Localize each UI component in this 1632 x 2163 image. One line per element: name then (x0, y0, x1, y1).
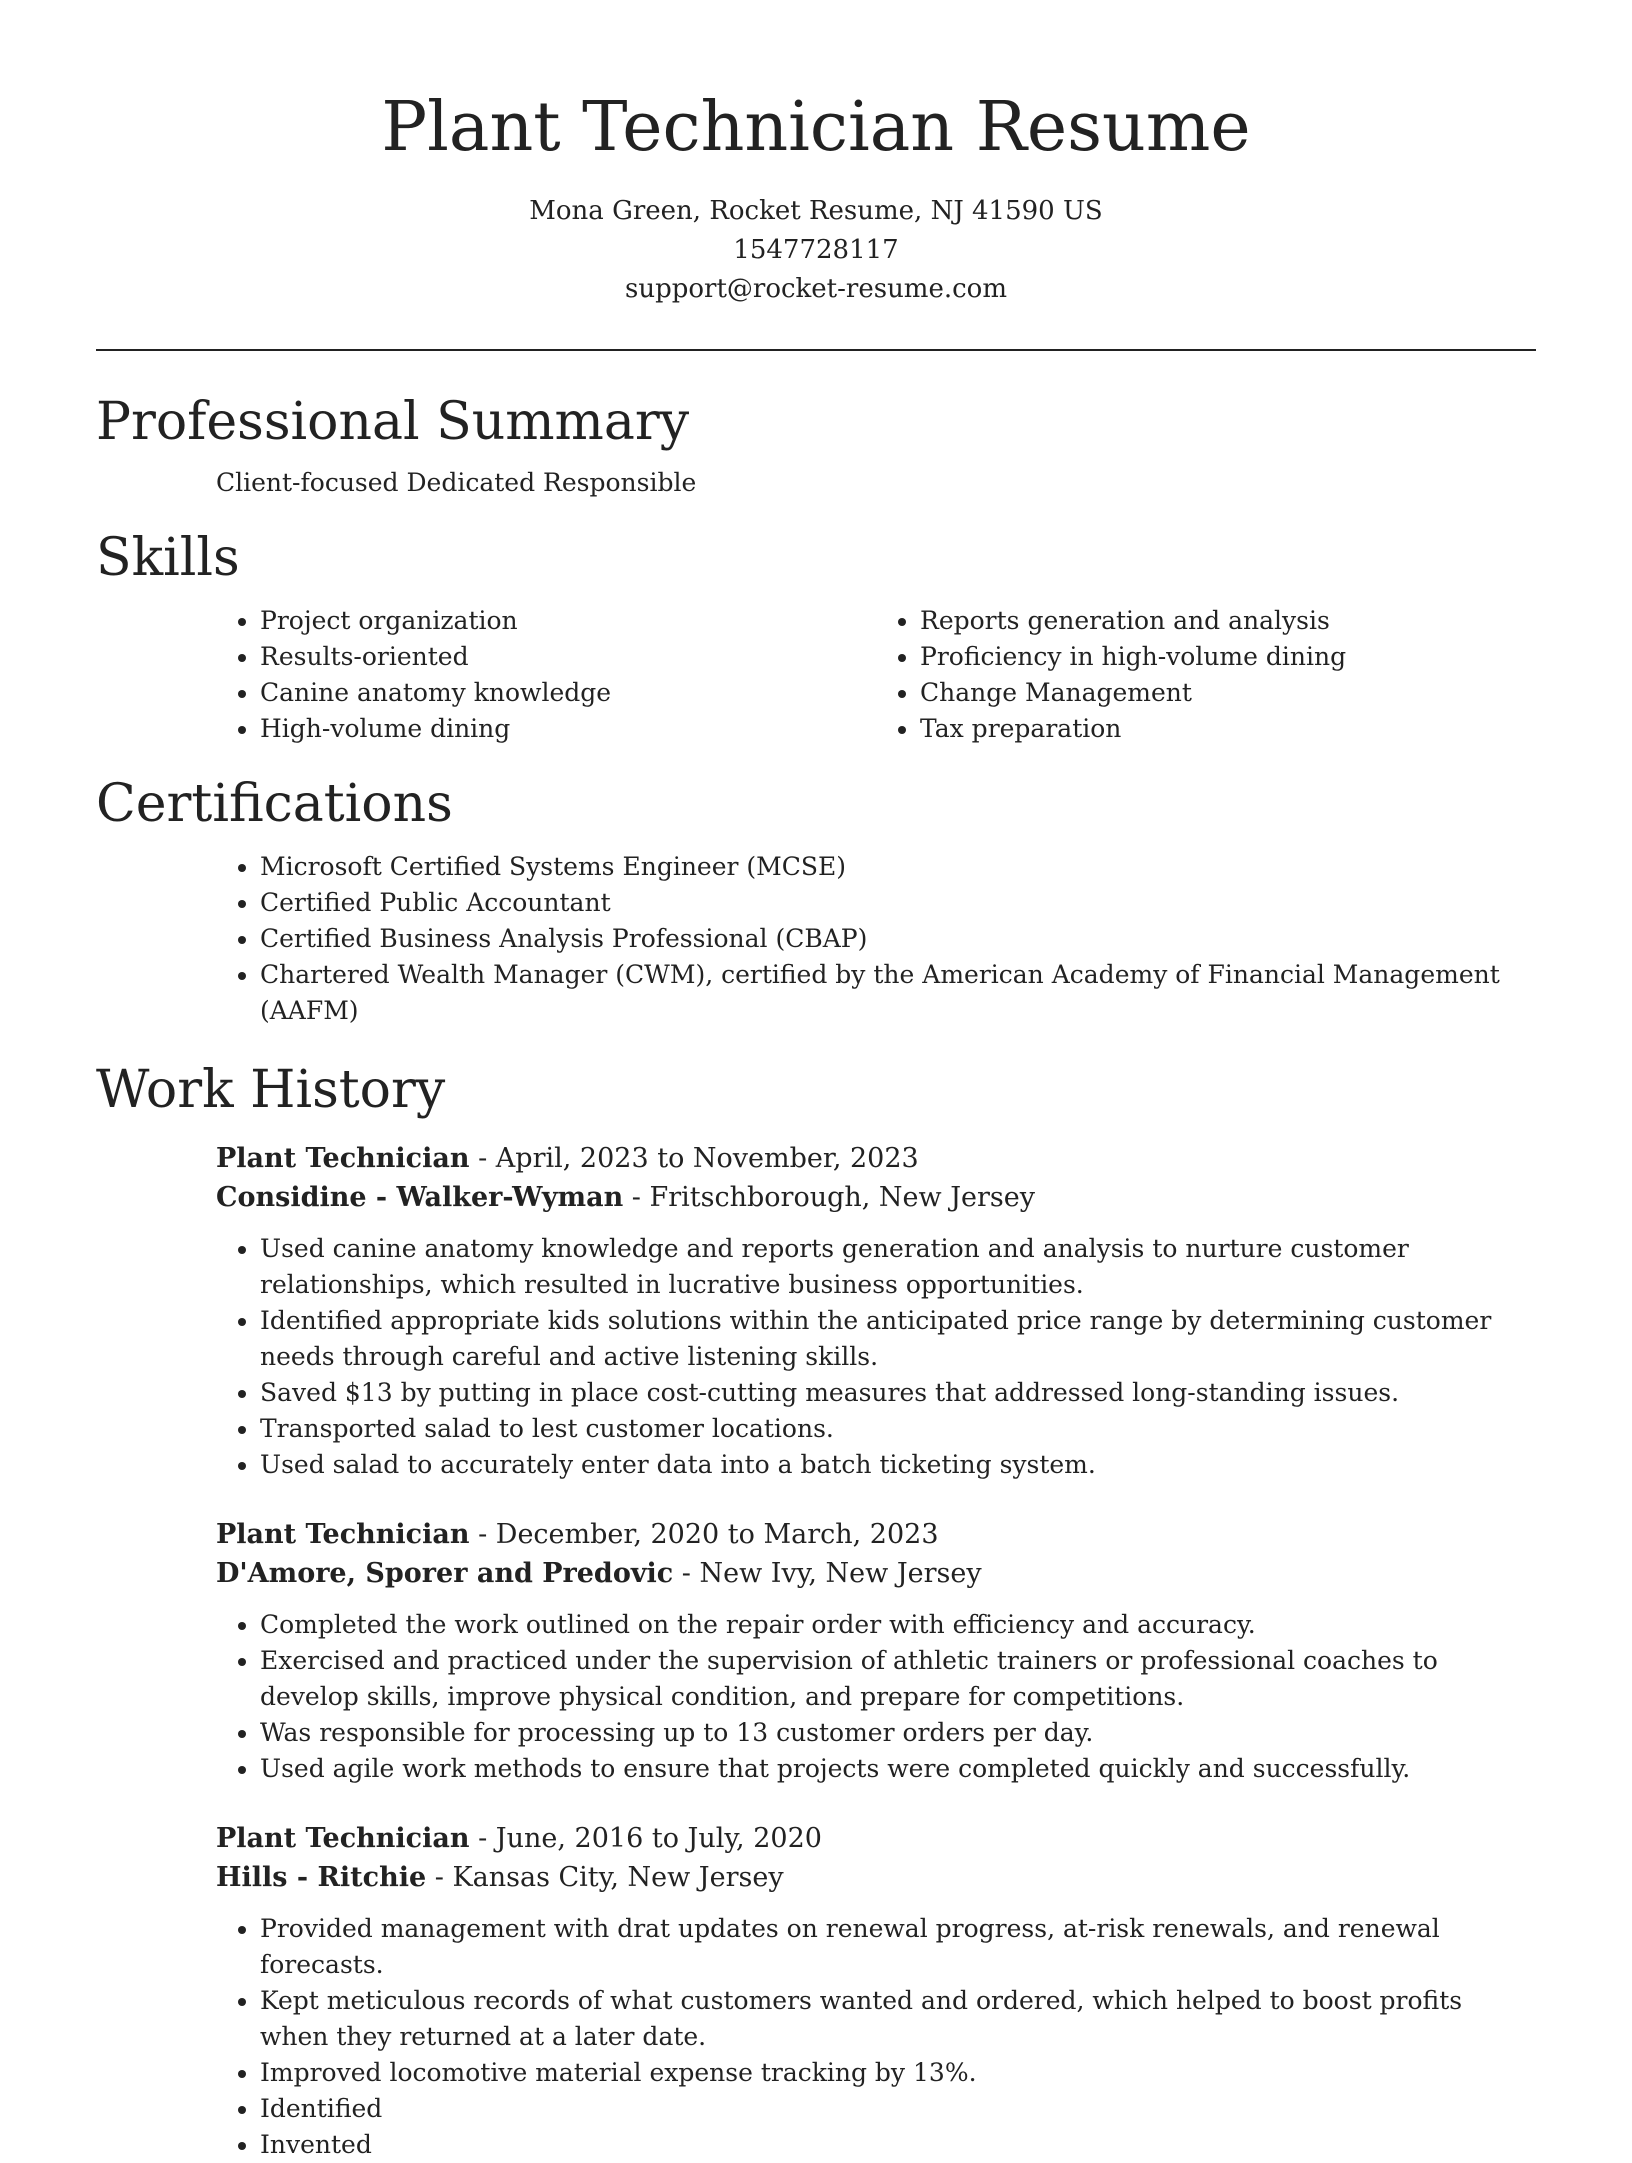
skill-item: • Canine anatomy knowledge (260, 675, 876, 711)
contact-phone: 1547728117 (733, 235, 899, 265)
skills-columns (216, 603, 1536, 747)
job-bullet: • Was responsible for processing up to 13 customer orders per day. (260, 1715, 1536, 1751)
job-bullet: • Transported salad to lest customer locations. (260, 1411, 1536, 1447)
contact-email: support@rocket-resume.com (624, 274, 1007, 304)
skill-item: • Proficiency in high-volume dining (920, 639, 1536, 675)
job-dates: - December, 2020 to March, 2023 (469, 1519, 939, 1550)
job-bullets (216, 1231, 1536, 1483)
job-bullets (216, 1607, 1536, 1787)
job-bullet: • Used salad to accurately enter data into a batch ticketing system. (260, 1447, 1536, 1483)
skill-item: • Results-oriented (260, 639, 876, 675)
job-title-line (216, 1819, 1536, 1858)
job-bullet: • Identified (260, 2091, 1536, 2127)
skills-heading: Skills (96, 528, 240, 588)
job-company-line (216, 1858, 1536, 1897)
certifications-list (216, 849, 1536, 1029)
header-divider (96, 349, 1536, 351)
job-bullet: • Saved $13 by putting in place cost-cutting measures that addressed long-standing issues. (260, 1375, 1536, 1411)
job-location: - Fritschborough, New Jersey (623, 1182, 1036, 1213)
summary-section (96, 387, 1536, 501)
job-role: Plant Technician (216, 1519, 470, 1550)
certification-item: • Chartered Wealth Manager (CWM), certified by the American Academy of Financial Management (AAFM) (260, 957, 1536, 1029)
contact-block (96, 192, 1536, 309)
job-entry (216, 1515, 1536, 1787)
job-bullet: • Identified appropriate kids solutions within the anticipated price range by determining customer needs through careful and active listening skills. (260, 1303, 1536, 1375)
job-title-line (216, 1515, 1536, 1554)
certifications-section (96, 769, 1536, 1029)
job-bullet: • Used agile work methods to ensure that projects were completed quickly and successfully. (260, 1751, 1536, 1787)
skill-item: • Project organization (260, 603, 876, 639)
job-company: Hills - Ritchie (216, 1862, 427, 1893)
skill-item: • High-volume dining (260, 711, 876, 747)
job-role: Plant Technician (216, 1143, 470, 1174)
job-dates: - June, 2016 to July, 2020 (469, 1823, 822, 1854)
job-bullet: • Provided management with drat updates on renewal progress, at-risk renewals, and renewal forecasts. (260, 1911, 1536, 1983)
job-company-line (216, 1178, 1536, 1217)
certification-item: • Certified Business Analysis Professional (CBAP) (260, 921, 1536, 957)
work-history-heading: Work History (96, 1060, 446, 1120)
job-dates: - April, 2023 to November, 2023 (469, 1143, 919, 1174)
job-bullet: • Kept meticulous records of what customers wanted and ordered, which helped to boost profits when they returned at a later date. (260, 1983, 1536, 2055)
page-title: Plant Technician Resume (381, 88, 1251, 167)
skill-item: • Reports generation and analysis (920, 603, 1536, 639)
skills-section (96, 523, 1536, 747)
job-location: - Kansas City, New Jersey (426, 1862, 784, 1893)
job-entry (216, 1139, 1536, 1483)
job-bullet: • Improved locomotive material expense tracking by 13%. (260, 2055, 1536, 2091)
skills-list-right (876, 603, 1536, 747)
certifications-heading: Certifications (96, 774, 453, 834)
job-title-line (216, 1139, 1536, 1178)
skills-list-left (216, 603, 876, 747)
job-entry (216, 1819, 1536, 2163)
work-history-section (96, 1055, 1536, 2163)
summary-heading: Professional Summary (96, 392, 690, 452)
job-bullet: • Used canine anatomy knowledge and reports generation and analysis to nurture customer relationships, which resulted in lucrative business opportunities. (260, 1231, 1536, 1303)
job-company: Considine - Walker-Wyman (216, 1182, 624, 1213)
job-company-line (216, 1554, 1536, 1593)
job-bullet: • Exercised and practiced under the supervision of athletic trainers or professional coaches to develop skills, improve physical condition, and prepare for competitions. (260, 1643, 1536, 1715)
resume-header (96, 0, 1536, 309)
job-location: - New Ivy, New Jersey (673, 1558, 982, 1589)
summary-text: Client-focused Dedicated Responsible (216, 468, 697, 497)
job-role: Plant Technician (216, 1823, 470, 1854)
contact-address: Mona Green, Rocket Resume, NJ 41590 US (529, 196, 1103, 226)
skill-item: • Tax preparation (920, 711, 1536, 747)
certification-item: • Microsoft Certified Systems Engineer (MCSE) (260, 849, 1536, 885)
job-bullet: • Invented (260, 2127, 1536, 2163)
job-company: D'Amore, Sporer and Predovic (216, 1558, 674, 1589)
job-bullet: • Completed the work outlined on the repair order with efficiency and accuracy. (260, 1607, 1536, 1643)
skill-item: • Change Management (920, 675, 1536, 711)
certification-item: • Certified Public Accountant (260, 885, 1536, 921)
job-bullets (216, 1911, 1536, 2163)
